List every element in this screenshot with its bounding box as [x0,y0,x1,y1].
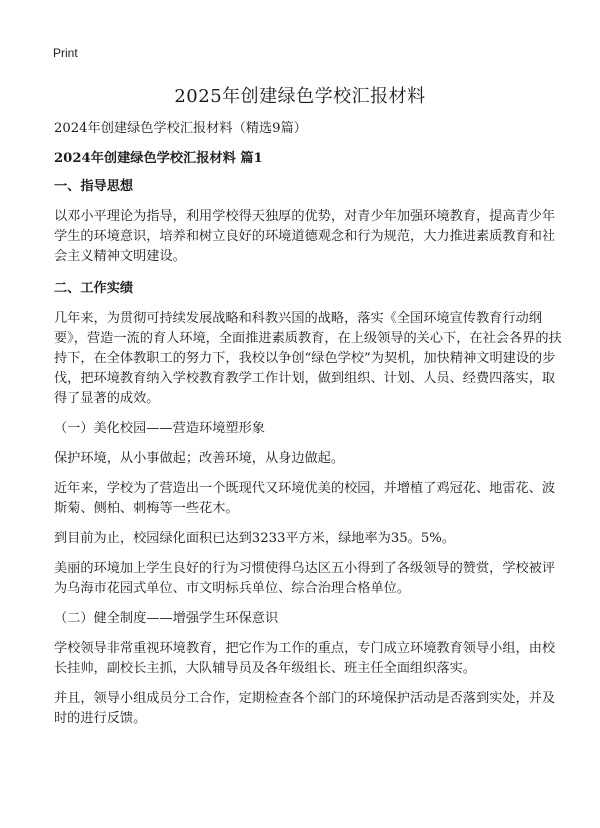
subheading-beautify-campus: （一）美化校园——营造环境塑形象 [54,421,265,436]
paragraph-protect-environment: 保护环境，从小事做起；改善环境，从身边做起。 [54,451,345,466]
paragraph-leadership: 学校领导非常重视环境教育，把它作为工作的重点，专门成立环境教育领导小组，由校长挂帅，副校长主抓，大队辅导员及各年级组长、班主任全面组织落实。 [54,641,556,676]
subheading-improve-system: （二）健全制度——增强学生环保意识 [54,611,279,626]
paragraph-division-of-labor: 并且，领导小组成员分工合作，定期检查各个部门的环境保护活动是否落到实处，并及时的进行反馈。 [54,691,556,726]
paragraph-work-results: 几年来，为贯彻可持续发展战略和科教兴国的战略，落实《全国环境宣传教育行动纲要》，营造一流的育人环境，全面推进素质教育，在上级领导的关心下，在社会各界的扶持下，在全体教职工的努力下，我校以争创“绿色学校”为契机，加快精神文明建设的步伐，把环境教育纳入学校教育教学工作计划，做到组织、计划、人员、经费四落实，取得了显著的成效。 [54,311,562,406]
paragraph-recent-years: 近年来，学校为了营造出一个既现代又环境优美的校园，并增植了鸡冠花、地雷花、波斯菊、侧柏、刺梅等一些花木。 [54,481,556,516]
document-body [54,119,562,729]
paragraph-awards: 美丽的环境加上学生良好的行为习惯使得乌达区五小得到了各级领导的赞赏，学校被评为乌海市花园式单位、市文明标兵单位、综合治理合格单位。 [54,561,556,596]
document-title: 2025年创建绿色学校汇报材料 [174,86,426,107]
document-subtitle: 2024年创建绿色学校汇报材料（精选9篇） [54,121,307,136]
paragraph-green-area: 到目前为止，校园绿化面积已达到3233平方米，绿地率为35。5%。 [54,531,455,546]
heading-work-results: 二、工作实绩 [54,281,134,296]
print-link[interactable]: Print [53,46,78,60]
paragraph-guiding-ideology: 以邓小平理论为指导，利用学校得天独厚的优势，对青少年加强环境教育，提高青少年学生的环境意识，培养和树立良好的环境道德观念和行为规范，大力推进素质教育和社会主义精神文明建设。 [54,209,556,264]
section-title: 2024年创建绿色学校汇报材料 篇1 [54,151,263,166]
heading-guiding-ideology: 一、指导思想 [54,179,134,194]
